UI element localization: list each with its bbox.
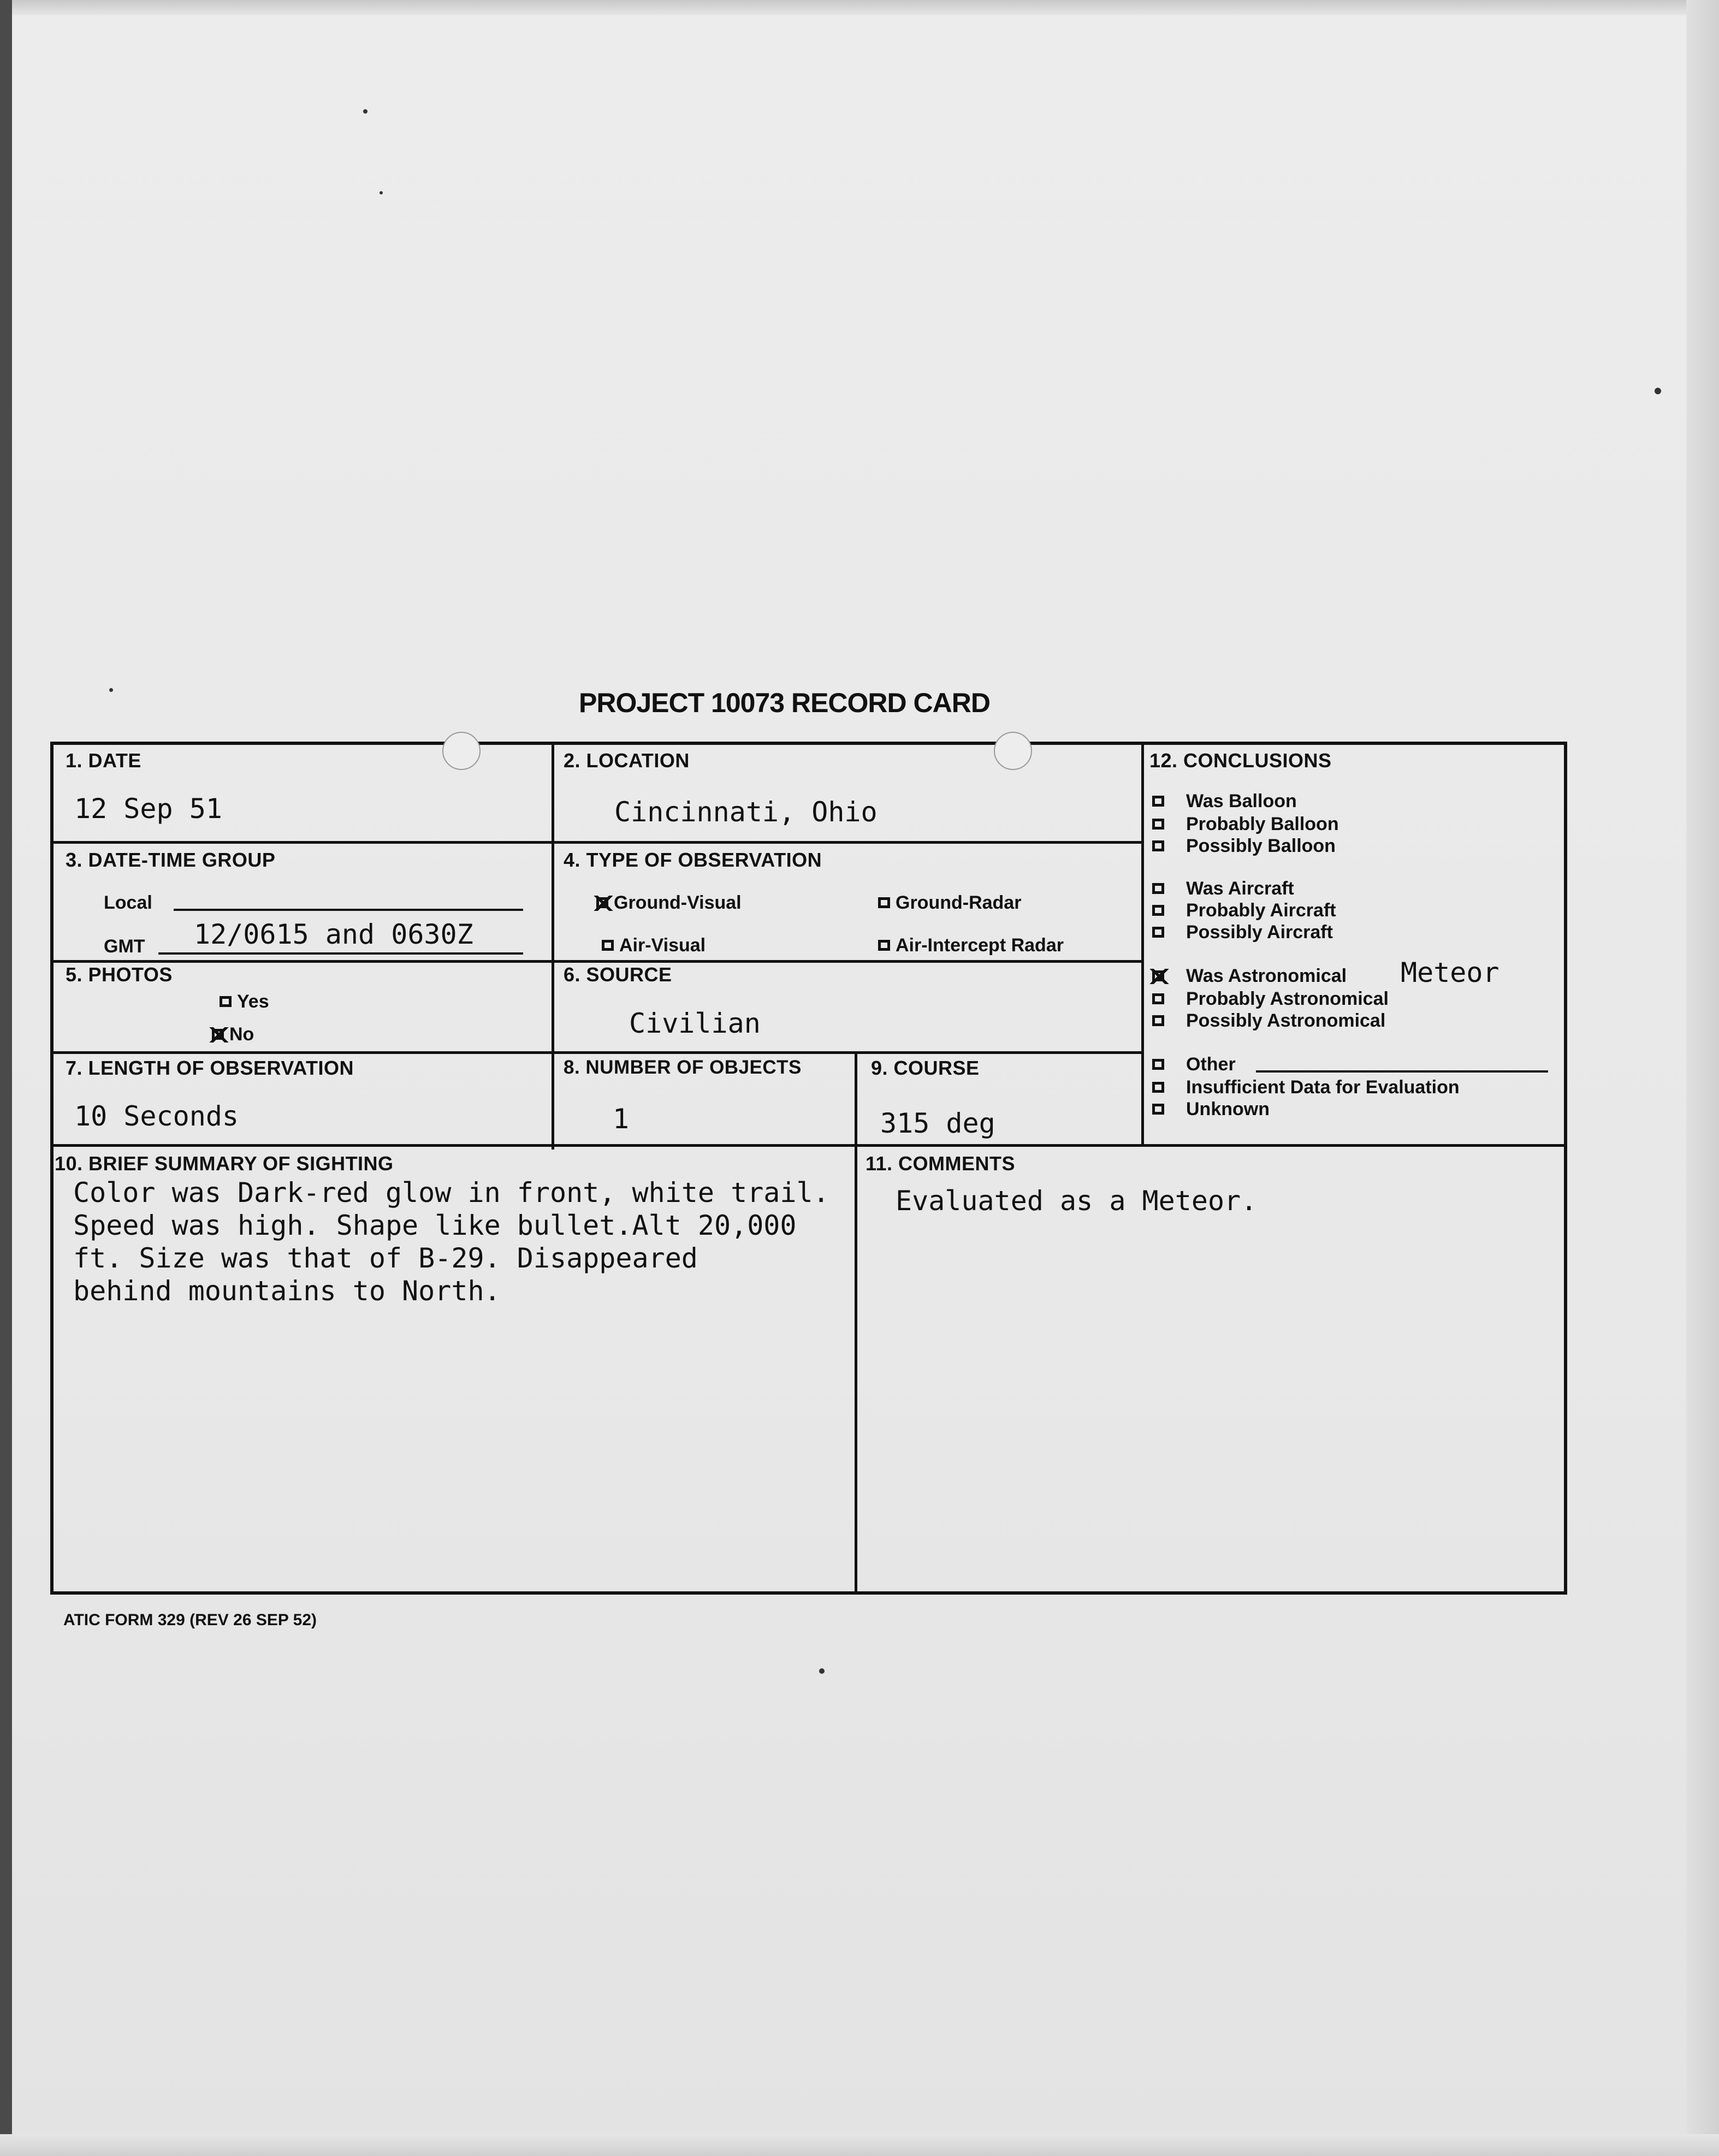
conclusion-text: Possibly Balloon [1186,836,1336,856]
source-value: Civilian [629,1008,761,1039]
conclusion-checkbox[interactable] [1152,905,1164,916]
dust-speck [819,1668,825,1674]
card-title: PROJECT 10073 RECORD CARD [579,688,990,718]
gmt-underline [158,952,523,955]
conclusion-checkbox[interactable] [1152,927,1164,938]
comments-value: Evaluated as a Meteor. [896,1185,1258,1217]
conclusion-checkbox[interactable] [1152,1059,1164,1070]
grid-divider [855,1051,857,1595]
air-visual-option[interactable] [602,935,706,956]
location-value: Cincinnati, Ohio [614,796,878,828]
conclusion-checkbox[interactable] [1152,796,1164,807]
conclusion-was-astronomical[interactable] [1152,966,1347,987]
dust-speck [109,688,113,692]
summary-line: behind mountains to North. [73,1275,501,1307]
conclusion-insufficient-data[interactable] [1152,1077,1460,1098]
photos-label: 5. PHOTOS [66,963,173,986]
ground-visual-option[interactable] [596,892,742,914]
punch-hole [994,732,1032,770]
conclusions-label: 12. CONCLUSIONS [1149,749,1332,772]
conclusion-text: Probably Astronomical [1186,988,1389,1009]
comments-label: 11. COMMENTS [866,1152,1016,1175]
conclusion-text: Was Aircraft [1186,878,1294,899]
type-of-observation-label: 4. TYPE OF OBSERVATION [564,849,822,871]
length-of-observation-value: 10 Seconds [74,1100,239,1132]
conclusion-text: Other [1186,1054,1236,1075]
punch-hole [442,732,481,770]
conclusion-checkbox[interactable] [1152,819,1164,830]
local-underline [174,909,523,911]
brief-summary-text [73,1176,860,1307]
conclusion-text: Probably Balloon [1186,814,1339,834]
conclusion-checkbox[interactable] [1152,1082,1164,1093]
page-top-edge [0,0,1719,15]
course-label: 9. COURSE [871,1057,980,1079]
conclusion-text: Probably Aircraft [1186,900,1336,921]
conclusion-probably-balloon[interactable] [1152,814,1339,835]
summary-line: Color was Dark-red glow in front, white trail. [73,1177,829,1209]
grid-divider [552,743,554,1150]
photos-yes-label: Yes [237,991,269,1012]
photos-no-checkbox[interactable] [212,1029,224,1040]
conclusion-checkbox[interactable] [1152,993,1164,1004]
grid-divider [52,1144,1567,1147]
air-intercept-radar-label: Air-Intercept Radar [896,935,1064,956]
conclusion-text: Unknown [1186,1099,1270,1120]
conclusion-unknown[interactable] [1152,1099,1270,1120]
photos-no-option[interactable] [212,1024,254,1045]
ground-radar-checkbox[interactable] [878,897,890,908]
gmt-value: 12/0615 and 0630Z [194,919,473,950]
date-time-group-label: 3. DATE-TIME GROUP [66,849,276,871]
grid-divider [52,841,1143,844]
dust-speck [363,109,367,114]
conclusion-was-aircraft[interactable] [1152,878,1294,899]
conclusion-text: Possibly Astronomical [1186,1010,1386,1031]
ground-visual-checkbox[interactable] [596,897,608,908]
number-of-objects-label: 8. NUMBER OF OBJECTS [564,1057,802,1078]
grid-divider [1141,743,1144,1144]
conclusion-text: Was Astronomical [1186,966,1347,986]
air-intercept-radar-checkbox[interactable] [878,940,890,951]
location-label: 2. LOCATION [564,749,690,772]
conclusion-checkbox[interactable] [1152,970,1164,981]
length-of-observation-label: 7. LENGTH OF OBSERVATION [66,1057,354,1079]
conclusion-other[interactable] [1152,1054,1236,1075]
conclusion-checkbox[interactable] [1152,840,1164,851]
number-of-objects-value: 1 [613,1103,630,1135]
air-visual-label: Air-Visual [619,935,706,956]
photos-yes-option[interactable] [220,991,269,1012]
photos-yes-checkbox[interactable] [220,996,232,1007]
ground-radar-label: Ground-Radar [896,892,1022,913]
air-intercept-radar-option[interactable] [878,935,1064,956]
conclusion-text: Insufficient Data for Evaluation [1186,1077,1460,1098]
local-label: Local [104,892,152,913]
photos-no-label: No [229,1024,254,1045]
form-number-footer: ATIC FORM 329 (REV 26 SEP 52) [63,1611,317,1629]
page-bottom-edge [0,2134,1719,2156]
date-value: 12 Sep 51 [74,793,222,825]
date-label: 1. DATE [66,749,141,772]
conclusion-probably-aircraft[interactable] [1152,900,1336,921]
course-value: 315 deg [880,1107,995,1139]
page-left-edge [0,0,12,2156]
dust-speck [380,191,383,194]
ground-visual-label: Ground-Visual [614,892,742,913]
conclusion-possibly-astronomical[interactable] [1152,1010,1385,1032]
summary-line: ft. Size was that of B-29. Disappeared [73,1242,698,1274]
conclusion-checkbox[interactable] [1152,1104,1164,1115]
conclusion-note-meteor: Meteor [1401,957,1499,988]
ground-radar-option[interactable] [878,892,1021,914]
conclusion-text: Possibly Aircraft [1186,922,1333,943]
conclusion-possibly-balloon[interactable] [1152,836,1336,857]
grid-divider [52,960,1143,963]
conclusion-checkbox[interactable] [1152,883,1164,894]
air-visual-checkbox[interactable] [602,940,614,951]
conclusion-probably-astronomical[interactable] [1152,988,1389,1010]
summary-line: Speed was high. Shape like bullet.Alt 20,000 [73,1210,797,1241]
conclusion-text: Was Balloon [1186,791,1297,812]
page-right-edge [1686,0,1719,2156]
conclusion-was-balloon[interactable] [1152,791,1297,812]
brief-summary-label: 10. BRIEF SUMMARY OF SIGHTING [55,1152,394,1175]
source-label: 6. SOURCE [564,963,672,986]
conclusion-checkbox[interactable] [1152,1015,1164,1026]
dust-speck [1655,388,1661,394]
grid-divider [52,1051,1143,1054]
other-underline [1256,1070,1548,1073]
gmt-label: GMT [104,936,145,957]
conclusion-possibly-aircraft[interactable] [1152,922,1333,943]
